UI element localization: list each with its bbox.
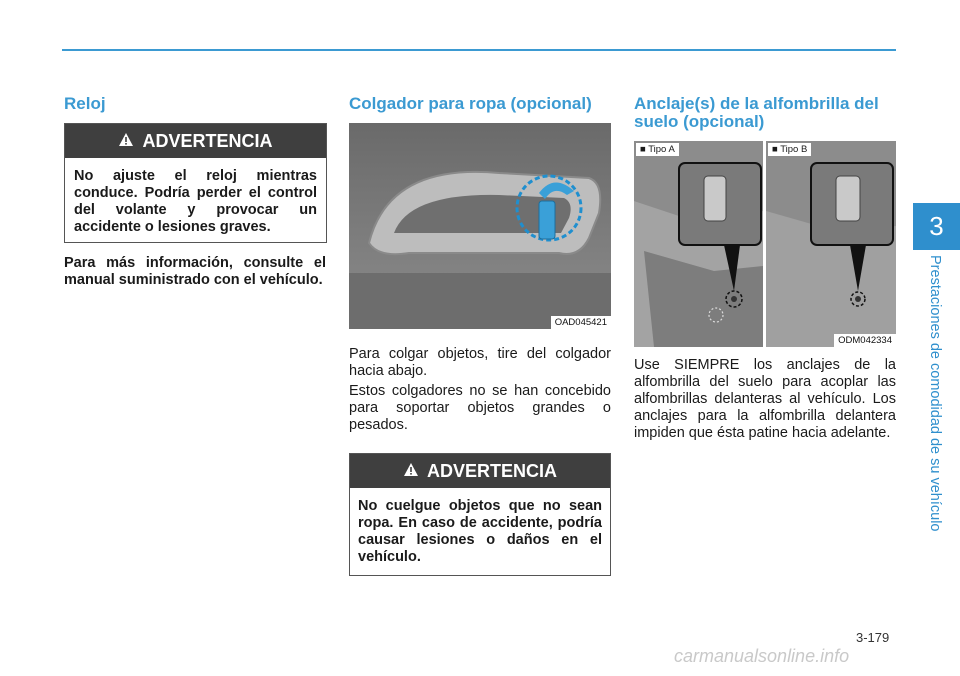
colgador-para2: Estos colgadores no se han concebido para soportar objetos grandes o pesados. [349,383,611,433]
page-number: 3-179 [856,630,890,645]
image-code: ODM042334 [834,334,896,347]
anclaje-para: Use SIEMPRE los anclajes de la alfombrilla del suelo para acoplar las alfombrillas delanteras al vehículo. Los anclajes para la alfombrilla delantera impiden que ésta patine hacia adelante. [634,357,896,441]
colgador-para1: Para colgar objetos, tire del colgador hacia abajo. [349,346,611,379]
mat-anchor-type-b-image [766,141,896,347]
chapter-title: Prestaciones de comodidad de su vehículo [927,255,943,532]
watermark: carmanualsonline.info [674,646,850,666]
reloj-warning-box [64,123,327,243]
reloj-note: Para más información, consulte el manual suministrado con el vehículo. [64,255,326,288]
anclaje-heading: Anclaje(s) de la alfombrilla del suelo (opcional) [634,94,879,131]
coat-hook-image [349,123,611,329]
colgador-warning-box [349,453,611,576]
reloj-heading: Reloj [64,94,106,113]
warning-triangle-icon [403,461,419,482]
tipo-b-label: ■ Tipo B [768,143,811,156]
warning-title: ADVERTENCIA [142,130,273,151]
chapter-number-tab: 3 [913,203,960,250]
warning-title: ADVERTENCIA [426,460,557,481]
mat-anchor-type-a-image [634,141,763,347]
warning-text: No cuelgue objetos que no sean ropa. En caso de accidente, podría causar lesiones o daños en el vehículo. [358,498,602,565]
image-code: OAD045421 [551,316,611,329]
warning-header [350,454,610,488]
colgador-heading: Colgador para ropa (opcional) [349,94,592,113]
warning-triangle-icon [118,131,134,152]
warning-header [65,124,326,158]
top-rule [62,49,896,51]
warning-text: No ajuste el reloj mientras conduce. Podría perder el control del volante y provocar un accidente o lesiones graves. [74,168,317,235]
tipo-a-label: ■ Tipo A [636,143,679,156]
